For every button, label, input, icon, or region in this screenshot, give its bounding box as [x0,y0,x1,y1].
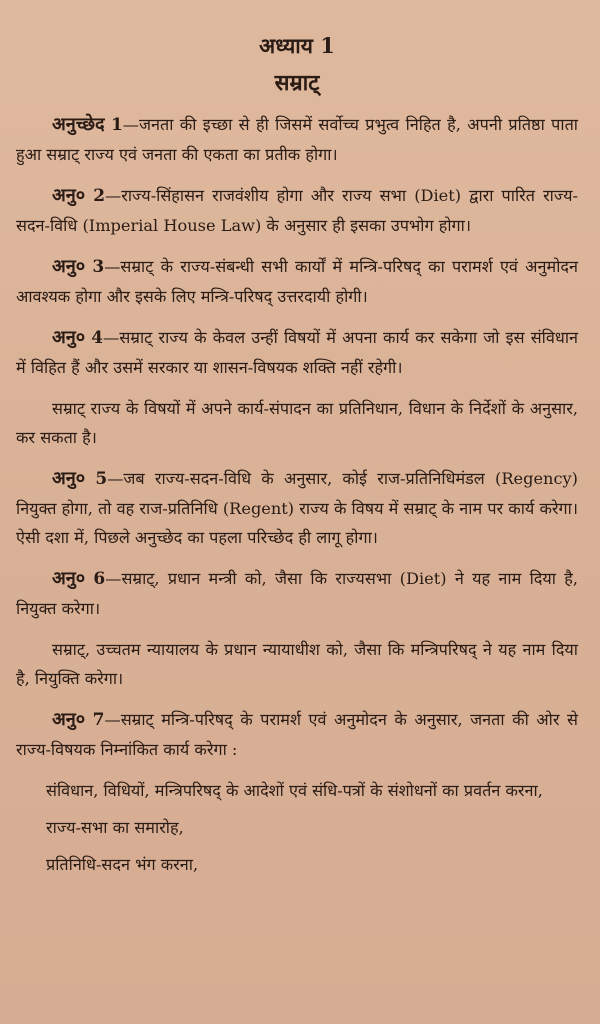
article-number: 1 [110,115,123,135]
article-number: 6 [93,569,106,589]
chapter-heading: अध्याय 1 [259,33,335,58]
article-text: —सम्राट् मन्त्रि-परिषद् के परामर्श एवं अनुमोदन के अनुसार, जनता की ओर से राज्य-विषयक निम्नांकित कार्य करेगा : [16,710,578,759]
article-6-paragraph-2 [16,635,578,693]
article-text: सम्राट्, उच्चतम न्यायालय के प्रधान न्यायाधीश को, जैसा कि मन्त्रिपरिषद् ने यह नाम दिया है, नियुक्ति करेगा। [16,640,578,688]
article-lead: अनुच्छेद [52,114,105,135]
list-item: प्रतिनिधि-सदन भंग करना, [46,855,199,874]
article-lead: अनु० [52,468,86,489]
article-text: —सम्राट् के राज्य-संबन्धी सभी कार्यों में मन्त्रि-परिषद् का परामर्श एवं अनुमोदन आवश्यक होगा और इसके लिए मन्त्रि-परिषद् उत्तरदायी होगी। [16,257,578,306]
article-lead: अनु० [52,256,86,277]
article-number: 7 [92,710,105,730]
list-item: राज्य-सभा का समारोह, [46,818,184,837]
article-text: —जनता की इच्छा से ही जिसमें सर्वोच्च प्रभुत्व निहित है, अपनी प्रतिष्ठा पाता हुआ सम्राट् राज्य एवं जनता की एकता का प्रतीक होगा। [16,115,578,164]
article-lead: अनु० [52,568,86,589]
article-2 [16,181,578,240]
article-number: 4 [91,328,104,348]
page-title: सम्राट् [274,70,320,96]
article-1 [16,110,578,169]
article-number: 5 [95,469,108,489]
article-5 [16,464,578,552]
article-text: सम्राट् राज्य के विषयों में अपने कार्य-संपादन का प्रतिनिधान, विधान के निर्देशों के अनुसार, कर सकता है। [16,399,578,447]
article-number: 2 [93,186,106,206]
article-text: —राज्य-सिंहासन राजवंशीय होगा और राज्य सभा (Diet) द्वारा पारित राज्य-सदन-विधि (Imperial House Law) के अनुसार ही इसका उपभोग होगा। [16,186,578,235]
article-6 [16,564,578,623]
article-text: —जब राज्य-सदन-विधि के अनुसार, कोई राज-प्रतिनिधिमंडल (Regency) नियुक्त होगा, तो वह राज-प्रतिनिधि (Regent) राज्य के विषय में सम्राट् के नाम पर कार्य करेगा। ऐसी दशा में, पिछले अनुच्छेद का पहला परिच्छेद ही लागू होगा। [16,469,578,547]
article-4 [16,323,578,382]
article-3 [16,252,578,311]
article-lead: अनु० [52,327,86,348]
article-number: 3 [92,257,105,277]
article-7 [16,705,578,764]
article-lead: अनु० [52,185,86,206]
article-lead: अनु० [52,709,86,730]
article-text: —सम्राट्, प्रधान मन्त्री को, जैसा कि राज्यसभा (Diet) ने यह नाम दिया है, नियुक्त करेगा। [16,569,578,618]
article-text: —सम्राट् राज्य के केवल उन्हीं विषयों में अपना कार्य कर सकेगा जो इस संविधान में विहित हैं और उसमें सरकार या शासन-विषयक शक्ति नहीं रहेगी। [16,328,578,377]
list-item: संविधान, विधियों, मन्त्रिपरिषद् के आदेशों एवं संधि-पत्रों के संशोधनों का प्रवर्तन करना, [46,781,543,800]
article-4-paragraph-2 [16,394,578,452]
